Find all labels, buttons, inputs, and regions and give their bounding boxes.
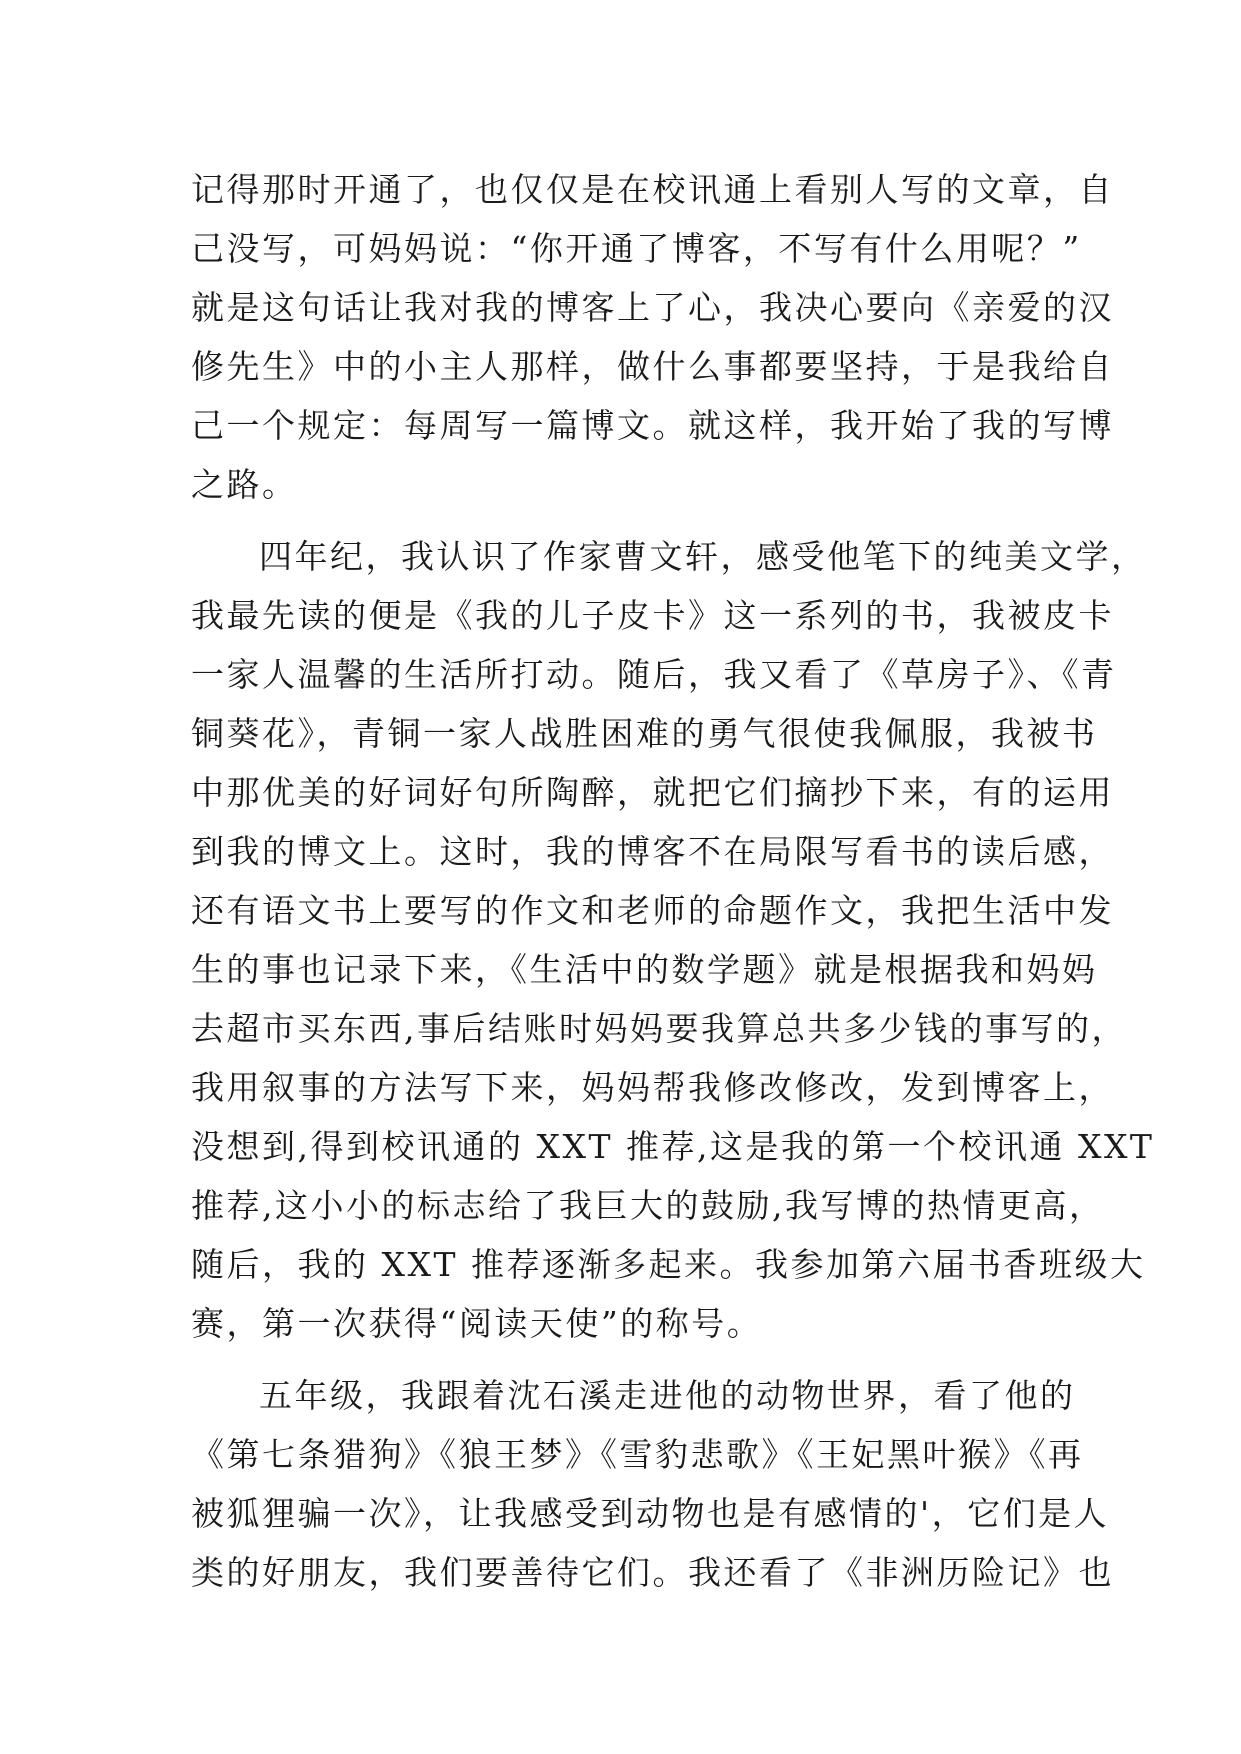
text-line: 就是这句话让我对我的博客上了心，我决心要向《亲爱的汉 [191, 288, 1114, 327]
text-line: 我用叙事的方法写下来，妈妈帮我修改修改，发到博客上， [191, 1068, 1114, 1107]
text-line: 去超市买东西,事后结账时妈妈要我算总共多少钱的事写的， [191, 1009, 1127, 1048]
paragraph-spacer [191, 1353, 1061, 1366]
text-line: 到我的博文上。这时，我的博客不在局限写看书的读后感， [191, 832, 1114, 871]
paragraph-1 [191, 160, 1114, 514]
text-line: 随后，我的 XXT 推荐逐渐多起来。我参加第六届书香班级大 [191, 1245, 1146, 1284]
text-line: 己一个规定：每周写一篇博文。就这样，我开始了我的写博 [191, 406, 1114, 445]
text-line: 赛，第一次获得“阅读天使”的称号。 [191, 1304, 763, 1343]
text-line: 记得那时开通了，也仅仅是在校讯通上看别人写的文章，自 [191, 170, 1114, 209]
text-line: 《第七条猎狗》《狼王梦》《雪豹悲歌》《王妃黑叶猴》《再 [191, 1435, 1084, 1474]
text-line: 四年纪，我认识了作家曹文轩，感受他笔下的纯美文学， [259, 537, 1147, 576]
text-line: 己没写，可妈妈说：“你开通了博客，不写有什么用呢？” [191, 229, 1082, 268]
paragraph-spacer [191, 514, 1061, 527]
text-line: 铜葵花》，青铜一家人战胜困难的勇气很使我佩服，我被书 [191, 714, 1098, 753]
text-line: 被狐狸骗一次》，让我感受到动物也是有感情的'，它们是人 [191, 1494, 1110, 1533]
text-line: 类的好朋友，我们要善待它们。我还看了《非洲历险记》也 [191, 1553, 1114, 1592]
text-line: 修先生》中的小主人那样，做什么事都要坚持，于是我给自 [191, 347, 1114, 386]
text-line: 之路。 [191, 465, 298, 504]
document-body [191, 160, 1155, 1602]
text-line: 生的事也记录下来，《生活中的数学题》就是根据我和妈妈 [191, 950, 1098, 989]
text-line: 五年级，我跟着沈石溪走进他的动物世界，看了他的 [259, 1376, 1076, 1415]
paragraph-3 [191, 1366, 1114, 1602]
text-line: 中那优美的好词好句所陶醉，就把它们摘抄下来，有的运用 [191, 773, 1114, 812]
text-line: 还有语文书上要写的作文和老师的命题作文，我把生活中发 [191, 891, 1114, 930]
text-line: 我最先读的便是《我的儿子皮卡》这一系列的书，我被皮卡 [191, 596, 1114, 635]
text-line: 一家人温馨的生活所打动。随后，我又看了《草房子》、《青 [191, 655, 1117, 694]
text-line: 没想到,得到校讯通的 XXT 推荐,这是我的第一个校讯通 XXT [191, 1127, 1155, 1166]
paragraph-2 [191, 527, 1155, 1353]
text-line: 推荐,这小小的标志给了我巨大的鼓励,我写博的热情更高， [191, 1186, 1105, 1225]
